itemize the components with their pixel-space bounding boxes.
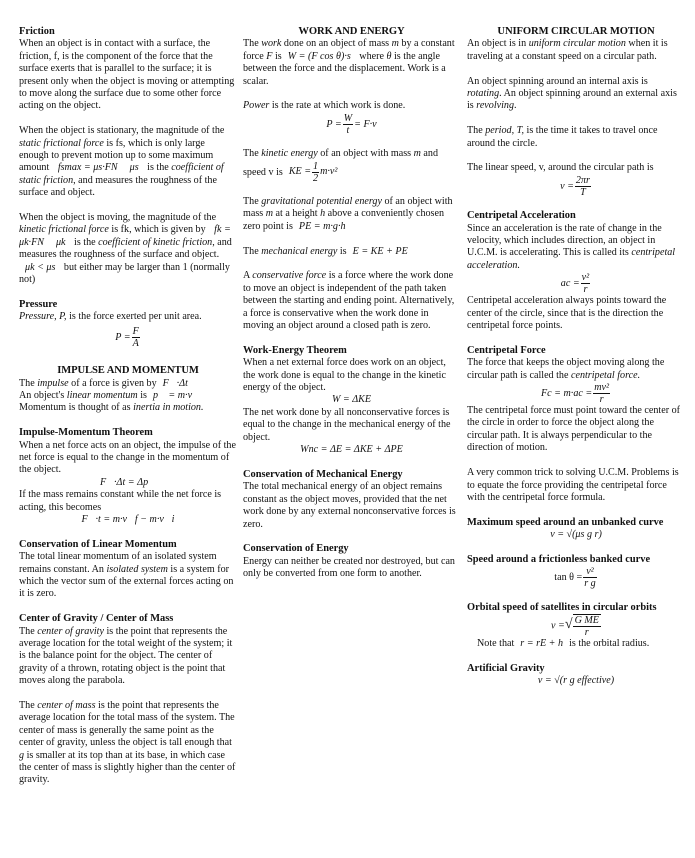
text: The — [467, 125, 486, 137]
equation-kinetic-friction: fk = μk·FN — [19, 224, 231, 248]
text: at a height — [273, 208, 321, 220]
term-conservative-force: conservative force — [252, 270, 327, 282]
text: , and measures the roughness of the surface and object. — [19, 236, 232, 261]
column-uniform-circular-motion — [467, 26, 685, 688]
section-unbanked-curve — [467, 517, 685, 542]
term-linear-momentum: linear momentum — [66, 389, 138, 401]
inequality-mu: μk < μs — [25, 261, 56, 273]
denominator: r g — [584, 578, 596, 590]
equation-power — [243, 113, 460, 136]
equation-orbital-radius: r = rE + h — [520, 638, 564, 650]
term-period: period, T, — [485, 125, 525, 137]
numerator: G ME — [574, 615, 599, 627]
text: is the point that represents the average location for the total mass of the system. The center of mass is generally the same point as the center of gravity, unless the object is tall enough that — [19, 700, 235, 749]
equation-static-friction-max: fsmax = μs·FN — [57, 162, 118, 174]
text: but either may be larger than 1 (normally not) — [19, 261, 230, 286]
orbital-radius-note — [467, 638, 685, 650]
symbol-h: h — [320, 208, 326, 220]
text: where — [356, 50, 387, 62]
text: when it is traveling at a constant speed on a circular path. — [467, 38, 668, 62]
impulse-line — [19, 378, 237, 390]
fraction — [573, 614, 601, 638]
denominator: 2 — [313, 172, 319, 184]
term-coefficient-kinetic-friction: coefficient of kinetic friction — [98, 236, 213, 248]
term-work: work — [261, 38, 282, 50]
equation-work: W = (F cos θ)·s — [287, 50, 351, 62]
term-impulse: impulse — [37, 377, 69, 389]
symbol-theta: θ — [386, 50, 392, 62]
text: is the — [71, 236, 99, 248]
eq-lhs: P = — [326, 118, 342, 130]
text: . An object spinning around an external axis is — [467, 88, 677, 112]
kinetic-energy-paragraph — [243, 148, 460, 183]
linear-speed-paragraph: The linear speed, v, around the circular path is — [467, 162, 654, 174]
equation-centripetal-acceleration — [467, 272, 685, 295]
text: is the — [144, 162, 172, 174]
eq-lhs: tan θ = — [554, 572, 583, 584]
fraction — [583, 566, 597, 589]
equation-impulse-theorem: F⃗·Δt = Δp⃗ — [100, 476, 156, 488]
equation-impulse-constant-mass: F⃗·t = m·v⃗f − m·v⃗i — [81, 513, 175, 525]
text: The — [243, 196, 262, 208]
heading-orbital-speed: Orbital speed of satellites in circular orbits — [467, 601, 657, 613]
eq-lhs: Fc = m·ac = — [541, 387, 593, 399]
denominator: T — [580, 186, 586, 198]
equation-potential-energy: PE = m·g·h — [298, 220, 346, 232]
equation-artificial-gravity: v = √(r g effective) — [537, 675, 615, 687]
centripetal-force-paragraph-3: A very common trick to solving U.C.M. Problems is to equate the force providing the centripetal force with the centripetal force formula. — [467, 467, 679, 503]
section-pressure — [19, 299, 237, 349]
term-coefficient-static-friction: coefficient of static friction — [19, 162, 224, 186]
work-energy-theorem-paragraph-2: The net work done by all nonconservative forces is equal to the change in the mechanical energy of the object. — [243, 406, 451, 443]
heading-impulse-momentum-theorem: Impulse-Momentum Theorem — [19, 427, 153, 439]
section-centripetal-acceleration — [467, 210, 685, 332]
text: of an object with mass — [243, 196, 453, 220]
text: The total linear momentum of an isolated system remains constant. An — [19, 551, 217, 575]
text: done on an object of mass — [281, 38, 392, 50]
heading-unbanked-curve: Maximum speed around an unbanked curve — [467, 516, 664, 528]
denominator: r — [599, 394, 604, 406]
section-centripetal-force — [467, 345, 685, 504]
section-banked-curve — [467, 554, 685, 589]
text: of a force is given by — [68, 377, 157, 389]
denominator: r — [583, 284, 588, 296]
fraction — [343, 113, 353, 136]
potential-energy-paragraph — [243, 196, 460, 233]
equation-momentum: p⃗ = m·v⃗ — [153, 389, 200, 401]
term-rotating: rotating — [467, 88, 500, 100]
eq-lhs: P = — [115, 331, 131, 343]
numerator: 2πr — [575, 174, 590, 186]
text: The — [19, 700, 38, 711]
term-static-frictional-force: static frictional force — [19, 137, 104, 149]
section-conservation-energy — [243, 543, 460, 580]
work-energy-theorem-paragraph-1: When a net external force does work on an object, the work done is equal to the change in the kinetic energy of the object. — [243, 357, 446, 394]
impulse-theorem-paragraph-1: When a net force acts on an object, the impulse of the net force is equal to the change in the momentum of the object. — [19, 439, 236, 476]
term-gravitational-potential-energy: gravitational potential energy — [261, 196, 382, 208]
equation-orbital-speed — [467, 614, 685, 638]
text: The — [19, 625, 38, 637]
text: is a force where the work done to move an object is independent of the path taken between the starting and ending point. Alternatively, a force is conservative when the work done in moving an object around a closed path is zero. — [243, 270, 455, 332]
text: is the point that represents the average location for the total weight of the system; it is the balance point for the object. The center of gravity of a thrown, rotating object is the point that moves along the parabola. — [19, 625, 233, 687]
heading-work-energy-theorem: Work-Energy Theorem — [243, 344, 347, 356]
numerator: F — [132, 325, 139, 337]
text: When the object is moving, the magnitude of the — [19, 212, 217, 224]
pressure-paragraph — [19, 311, 237, 323]
term-kinetic-energy: kinetic energy — [261, 148, 318, 160]
centripetal-acceleration-paragraph-1 — [467, 223, 685, 273]
period-paragraph — [467, 125, 685, 150]
term-centripetal-force: centripetal force. — [570, 369, 641, 381]
section-work-energy-theorem — [243, 345, 460, 457]
text: is the force exerted per unit area. — [66, 311, 202, 323]
centripetal-force-paragraph-1 — [467, 357, 685, 382]
conservative-force-paragraph — [243, 270, 460, 332]
section-orbital-speed — [467, 602, 685, 651]
heading-work-energy: WORK AND ENERGY — [298, 26, 405, 37]
equation-unbanked-curve: v = √(μs g r) — [550, 529, 602, 541]
symbol-mu-s: μs — [129, 162, 139, 174]
term-center-of-mass: center of mass — [37, 700, 96, 711]
text: is a system for which the vector sum of the external forces acting on it is zero. — [19, 563, 234, 600]
column-friction-momentum — [19, 26, 237, 787]
heading-centripetal-force: Centripetal Force — [467, 344, 546, 356]
text: A — [243, 270, 253, 282]
heading-impulse-momentum: IMPULSE AND MOMENTUM — [57, 365, 199, 377]
term-mechanical-energy: mechanical energy — [261, 245, 338, 257]
center-of-gravity-paragraph — [19, 626, 237, 688]
text: is fk, which is given by — [108, 224, 209, 236]
text: Momentum is thought of as — [19, 402, 134, 414]
heading-pressure: Pressure — [19, 298, 58, 310]
inertia-line — [19, 402, 237, 414]
term-revolving: revolving — [476, 100, 515, 112]
section-impulse-momentum-theorem — [19, 427, 237, 526]
text: An object's — [19, 389, 67, 401]
fraction — [581, 272, 591, 295]
text: is the rate at which work is done. — [269, 100, 406, 112]
section-friction — [19, 26, 237, 287]
fraction — [593, 382, 610, 405]
work-paragraph — [243, 38, 460, 88]
text: is the angle between the force and the displacement. Work is a scalar. — [243, 50, 446, 87]
text: The — [243, 38, 262, 50]
eq-lhs: v = — [560, 180, 574, 192]
section-center-of-gravity-mass — [19, 613, 237, 787]
term-kinetic-frictional-force: kinetic frictional force — [19, 224, 109, 236]
ucm-paragraph — [467, 38, 685, 63]
equation-centripetal-force — [467, 382, 685, 405]
numerator: v² — [581, 272, 590, 284]
text: is — [337, 245, 347, 257]
radical-sign: √ — [564, 617, 573, 633]
text: is — [137, 389, 147, 401]
power-paragraph — [243, 100, 460, 112]
momentum-line — [19, 390, 237, 402]
term-inertia-in-motion: inertia in motion. — [133, 402, 204, 414]
text: Note that — [477, 638, 515, 650]
denominator: r — [584, 627, 589, 639]
fraction — [575, 175, 591, 198]
section-conservation-linear-momentum — [19, 539, 237, 601]
equation-work-energy: W = ΔKE — [331, 394, 372, 406]
heading-center-of-gravity-mass: Center of Gravity / Center of Mass — [19, 613, 174, 625]
text: is the time it takes to travel once around the circle. — [467, 125, 658, 149]
eq-rhs: = F·v — [354, 118, 377, 130]
denominator: A — [132, 337, 139, 349]
heading-centripetal-acceleration: Centripetal Acceleration — [467, 210, 576, 222]
section-conservation-mechanical-energy — [243, 469, 460, 531]
text: by a constant force — [243, 38, 455, 62]
equation-pressure — [19, 326, 237, 349]
section-artificial-gravity — [467, 663, 685, 688]
mechanical-energy-paragraph — [243, 246, 460, 258]
term-pressure: Pressure, P, — [19, 311, 67, 323]
text: is smaller at its top than at its base, in which case the center of mass is slightly higher than the center of gravity. — [19, 749, 236, 786]
term-isolated-system: isolated system — [106, 563, 168, 575]
text: , and measures the roughness of the surface and object. — [19, 174, 217, 199]
text: of an object with mass — [317, 148, 414, 160]
numerator: 1 — [313, 160, 319, 172]
equation-nonconservative-work: Wnc = ΔE = ΔKE + ΔPE — [300, 444, 403, 456]
friction-paragraph-3 — [19, 212, 237, 286]
text: . — [514, 100, 517, 112]
heading-banked-curve: Speed around a frictionless banked curve — [467, 553, 651, 565]
text: is the orbital radius. — [569, 638, 650, 650]
text: When the object is stationary, the magnitude of the — [19, 125, 225, 137]
conservation-mechanical-energy-paragraph: The total mechanical energy of an object remains constant as the object moves, provided that the net work done by any external nonconservative forces is zero. — [243, 481, 456, 530]
text: The — [243, 245, 262, 257]
numerator: mv² — [594, 382, 609, 394]
text: is fs, which is only large enough to prevent motion up to some maximum amount — [19, 137, 214, 174]
fraction — [132, 326, 140, 349]
heading-conservation-linear-momentum: Conservation of Linear Momentum — [19, 538, 177, 550]
term-centripetal-acceleration: centripetal acceleration. — [467, 247, 676, 271]
text: The force that keeps the object moving along the circular path is called the — [467, 357, 665, 381]
equation-linear-speed — [467, 175, 685, 198]
heading-uniform-circular-motion: UNIFORM CIRCULAR MOTION — [497, 26, 655, 37]
centripetal-force-paragraph-2: The centripetal force must point toward the center of the circle in order to force the object along the circular path. It is always perpendicular to the direction of motion. — [467, 405, 681, 454]
term-center-of-gravity: center of gravity — [37, 625, 104, 637]
equation-mechanical-energy: E = KE + PE — [352, 245, 408, 257]
heading-conservation-mechanical-energy: Conservation of Mechanical Energy — [243, 468, 403, 480]
text: The — [243, 148, 262, 160]
symbol-mu-k: μk — [55, 236, 66, 248]
eq-lhs: KE = — [288, 166, 312, 178]
text: is — [272, 50, 282, 62]
friction-paragraph-1: When an object is in contact with a surface, the friction, f, is the component of the force that the surface exerts that is parallel to the surface; it is present only when the object is moving or attempting to move along the surface due to some other force acting on the object. — [19, 38, 235, 112]
text: An object spinning around an internal axis is — [467, 75, 648, 87]
center-of-mass-paragraph — [19, 700, 237, 787]
term-power: Power — [243, 100, 270, 112]
symbol-m: m — [391, 38, 399, 50]
centripetal-acceleration-paragraph-2: Centripetal acceleration always points toward the center of the circle, since that is the direction the centripetal force points. — [467, 295, 667, 332]
conservation-momentum-paragraph — [19, 551, 237, 601]
section-impulse-momentum — [19, 365, 237, 415]
equation-kinetic-energy — [283, 160, 344, 184]
symbol-m: m — [265, 208, 274, 220]
eq-lhs: ac = — [560, 278, 580, 290]
text: The — [19, 377, 38, 389]
eq-rhs: m·v² — [320, 166, 338, 178]
equation-banked-curve — [467, 566, 685, 589]
heading-artificial-gravity: Artificial Gravity — [467, 662, 545, 674]
text: and speed v is — [243, 148, 439, 178]
symbol-F: F — [266, 50, 273, 62]
equation-impulse: F⃗·Δt — [162, 377, 188, 389]
conservation-energy-paragraph: Energy can neither be created nor destroyed, but can only be converted from one form to another. — [243, 555, 455, 580]
eq-lhs: v = — [551, 620, 565, 632]
square-root — [565, 614, 601, 638]
text: Since an acceleration is the rate of change in the velocity, which includes direction, an object in U.C.M. is accelerating. This is called its — [467, 222, 662, 259]
symbol-m: m — [413, 148, 421, 160]
numerator: W — [343, 112, 353, 124]
fraction — [312, 161, 319, 184]
denominator: t — [346, 124, 350, 136]
heading-friction: Friction — [19, 26, 55, 37]
heading-conservation-energy: Conservation of Energy — [243, 543, 349, 555]
symbol-g: g — [19, 749, 25, 761]
friction-paragraph-2 — [19, 125, 237, 199]
text: An object is in — [467, 38, 529, 50]
impulse-theorem-paragraph-2: If the mass remains constant while the net force is acting, this becomes — [19, 489, 222, 513]
term-uniform-circular-motion: uniform circular motion — [528, 38, 626, 50]
numerator: v² — [583, 566, 597, 578]
column-work-energy — [243, 26, 460, 581]
rotating-paragraph — [467, 76, 685, 113]
text: above a conveniently chosen zero point is — [243, 208, 444, 232]
